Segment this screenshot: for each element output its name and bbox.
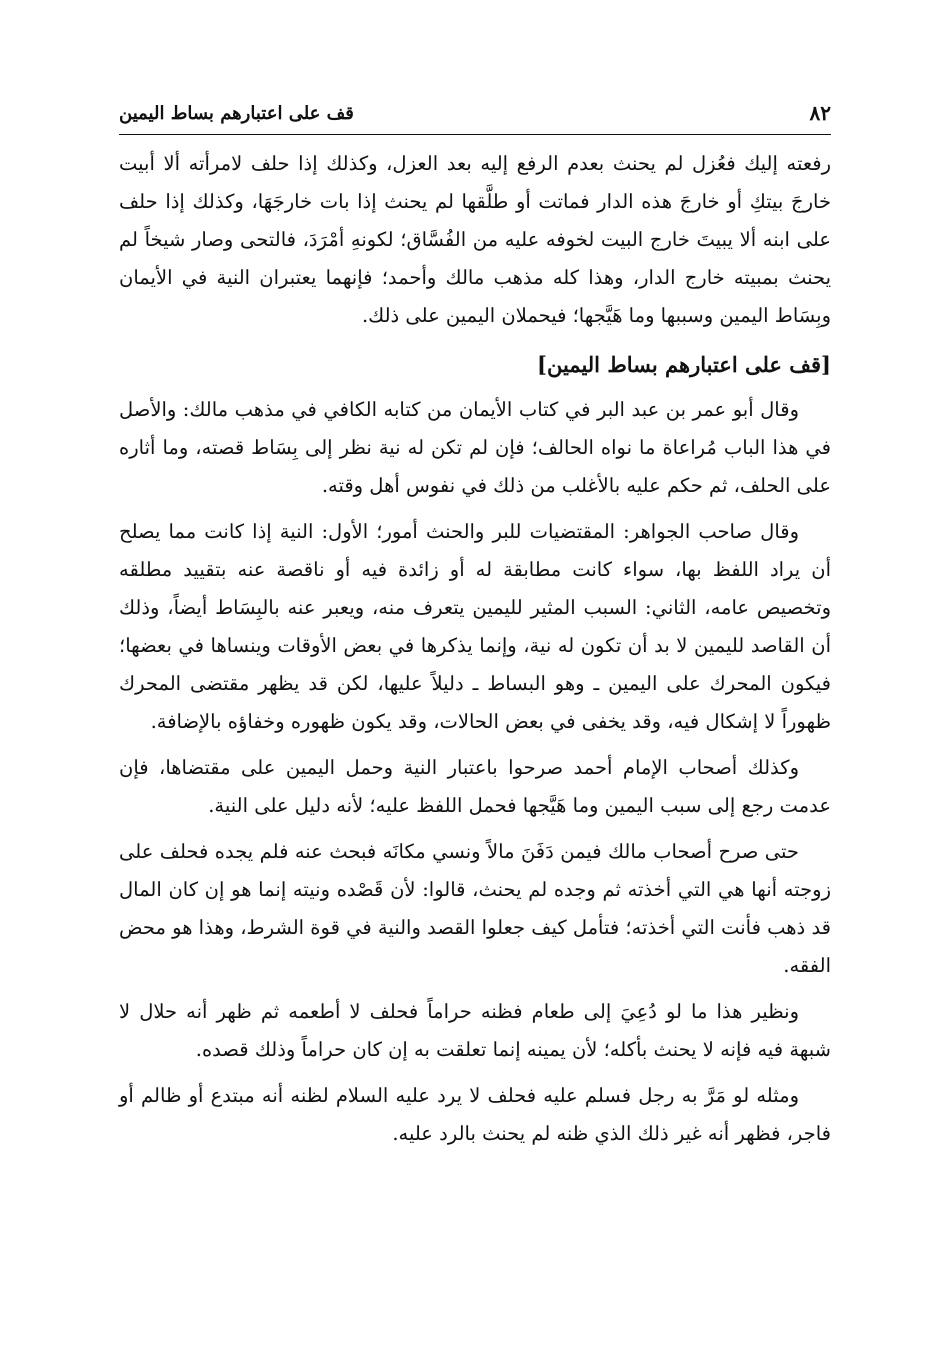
paragraph-7: ومثله لو مَرَّ به رجل فسلم عليه فحلف لا يرد عليه السلام لظنه أنه مبتدع أو ظالم أو فاجر، فظهر أنه غير ذلك الذي ظنه لم يحنث بالرد عليه.	[119, 1084, 831, 1145]
paragraph-1: رفعته إليك فعُزل لم يحنث بعدم الرفع إليه بعد العزل، وكذلك إذا حلف لامرأته ألا أبيت خارجَ بيتكِ أو خارجَ هذه الدار فماتت أو طلَّقها لم يحنث إذا بات خارجَهَا، وكذلك إذا حلف على ابنه ألا يبيتَ خارج البيت لخوفه عليه من الفُسَّاق؛ لكونهِ أمْرَدَ، فالتحى وصار شيخاً لم يحنث بمبيته خارج الدار، وهذا كله مذهب مالك وأحمد؛ فإنهما يعتبران النية في الأيمان وبِسَاط اليمين وسببها وما هَيَّجها؛ فيحملان اليمين على ذلك.	[119, 152, 831, 327]
paragraph-5: حتى صرح أصحاب مالك فيمن دَفَنَ مالاً ونسي مكانَه فبحث عنه فلم يجده فحلف على زوجته أنها هي التي أخذته ثم وجده لم يحنث، قالوا: لأن قَصْده ونيته إنما هو إن كان المال قد ذهب فأنت التي أخذته؛ فتأمل كيف جعلوا القصد والنية في قوة الشرط، وهذا هو محض الفقه.	[119, 840, 831, 977]
book-page	[119, 92, 831, 1161]
paragraph-3: وقال صاحب الجواهر: المقتضيات للبر والحنث أمور؛ الأول: النية إذا كانت مما يصلح أن يراد اللفظ بها، سواء كانت مطابقة له أو زائدة فيه أو ناقصة عنه بتقييد مطلقه وتخصيص عامه، الثاني: السبب المثير لليمين يتعرف منه، ويعبر عنه بالبِسَاط أيضاً، وذلك أن القاصد لليمين لا بد أن تكون له نية، وإنما يذكرها في بعض الأوقات وينساها في بعضها؛ فيكون المحرك على اليمين ـ وهو البساط ـ دليلاً عليها، لكن قد يظهر مقتضى المحرك ظهوراً لا إشكال فيه، وقد يخفى في بعض الحالات، وقد يكون ظهوره وخفاؤه بالإضافة.	[119, 520, 831, 733]
paragraph-4: وكذلك أصحاب الإمام أحمد صرحوا باعتبار النية وحمل اليمين على مقتضاها، فإن عدمت رجع إلى سبب اليمين وما هَيَّجها فحمل اللفظ عليه؛ لأنه دليل على النية.	[119, 756, 831, 817]
paragraph-6: ونظير هذا ما لو دُعِيَ إلى طعام فظنه حراماً فحلف لا أطعمه ثم ظهر أنه حلال لا شبهة فيه فإنه لا يحنث بأكله؛ لأن يمينه إنما تعلقت به إن كان حراماً وذلك قصده.	[119, 1000, 831, 1061]
running-title: قف على اعتبارهم بساط اليمين	[119, 102, 354, 124]
paragraph-2: وقال أبو عمر بن عبد البر في كتاب الأيمان من كتابه الكافي في مذهب مالك: والأصل في هذا الباب مُراعاة ما نواه الحالف؛ فإن لم تكن له نية نظر إلى بِسَاط قصته، وما أثاره على الحلف، ثم حكم عليه بالأغلب من ذلك في نفوس أهل وقته.	[119, 398, 831, 497]
section-title: [قف على اعتبارهم بساط اليمين]	[537, 352, 831, 377]
page-number: ٨٢	[809, 101, 831, 125]
running-header	[119, 92, 831, 135]
